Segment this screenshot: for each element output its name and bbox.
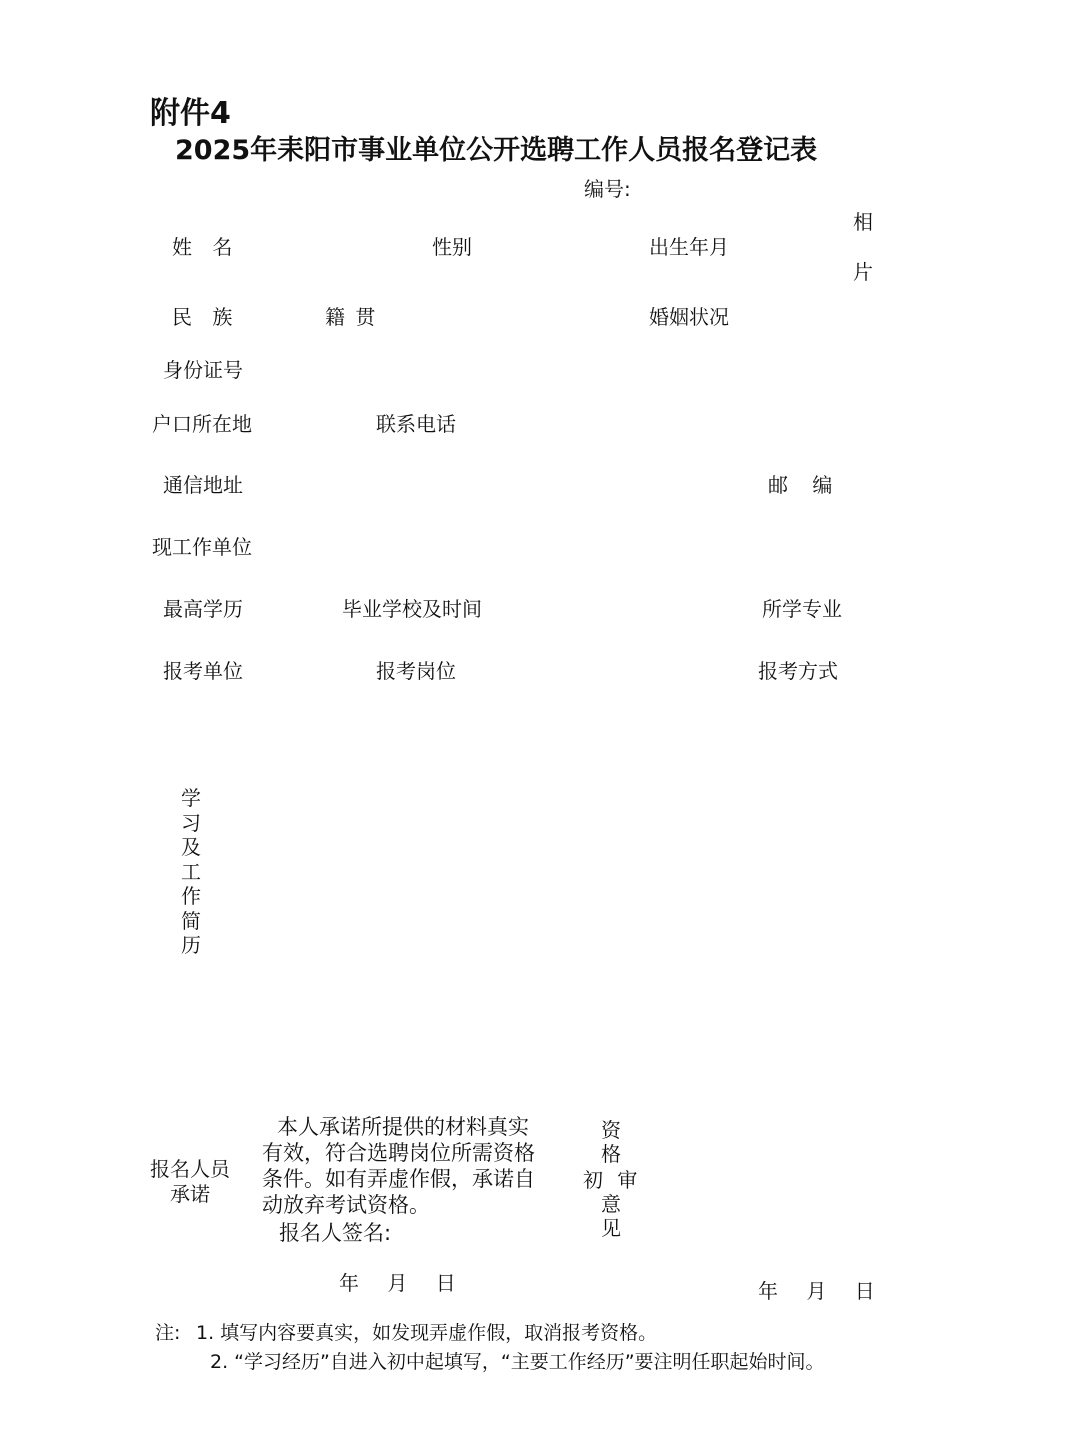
review-label-bottom: 意见 [601, 1192, 621, 1240]
pledge-date-label: 年 月 日 [339, 1271, 456, 1295]
apply-method-label: 报考方式 [758, 659, 838, 683]
pledge-label-line1: 报名人员 [150, 1157, 230, 1181]
ethnicity-label: 民 族 [172, 305, 233, 329]
work-unit-label: 现工作单位 [152, 535, 252, 559]
photo-label-bottom: 片 [853, 260, 873, 284]
resume-label: 学习及工作简历 [181, 786, 201, 957]
apply-unit-label: 报考单位 [163, 659, 243, 683]
signature-label: 报名人签名: [279, 1221, 392, 1245]
review-label-top: 资格 [601, 1118, 621, 1166]
name-label: 姓 名 [172, 235, 233, 259]
native-place-label: 籍 贯 [325, 305, 376, 329]
gender-label: 性别 [432, 235, 472, 259]
notes-prefix: 注: [155, 1322, 181, 1344]
serial-number-label: 编号: [584, 177, 631, 201]
pledge-label-line2: 承诺 [170, 1182, 210, 1206]
form-title: 2025年耒阳市事业单位公开选聘工作人员报名登记表 [175, 135, 818, 166]
pledge-text-line3: 条件。如有弄虚作假，承诺自 [262, 1167, 535, 1191]
birth-date-label: 出生年月 [649, 235, 729, 259]
note-1: 1. 填写内容要真实，如发现弄虚作假，取消报考资格。 [196, 1322, 658, 1344]
id-number-label: 身份证号 [163, 358, 243, 382]
apply-post-label: 报考岗位 [376, 659, 456, 683]
major-label: 所学专业 [762, 597, 842, 621]
address-label: 通信地址 [163, 473, 243, 497]
review-date-label: 年 月 日 [758, 1279, 875, 1303]
attachment-label: 附件4 [150, 96, 231, 131]
school-label: 毕业学校及时间 [342, 597, 482, 621]
note-2: 2. “学习经历”自进入初中起填写，“主要工作经历”要注明任职起始时间。 [210, 1351, 825, 1373]
review-label-mid: 初 审 [583, 1168, 638, 1192]
pledge-text-line2: 有效，符合选聘岗位所需资格 [262, 1141, 535, 1165]
pledge-text-line4: 动放弃考试资格。 [262, 1193, 430, 1217]
postcode-label: 邮 编 [768, 473, 833, 497]
phone-label: 联系电话 [376, 412, 456, 436]
education-label: 最高学历 [163, 597, 243, 621]
photo-label-top: 相 [853, 210, 873, 234]
marital-status-label: 婚姻状况 [649, 305, 729, 329]
pledge-text-line1: 本人承诺所提供的材料真实 [277, 1115, 529, 1139]
hukou-label: 户口所在地 [152, 412, 252, 436]
